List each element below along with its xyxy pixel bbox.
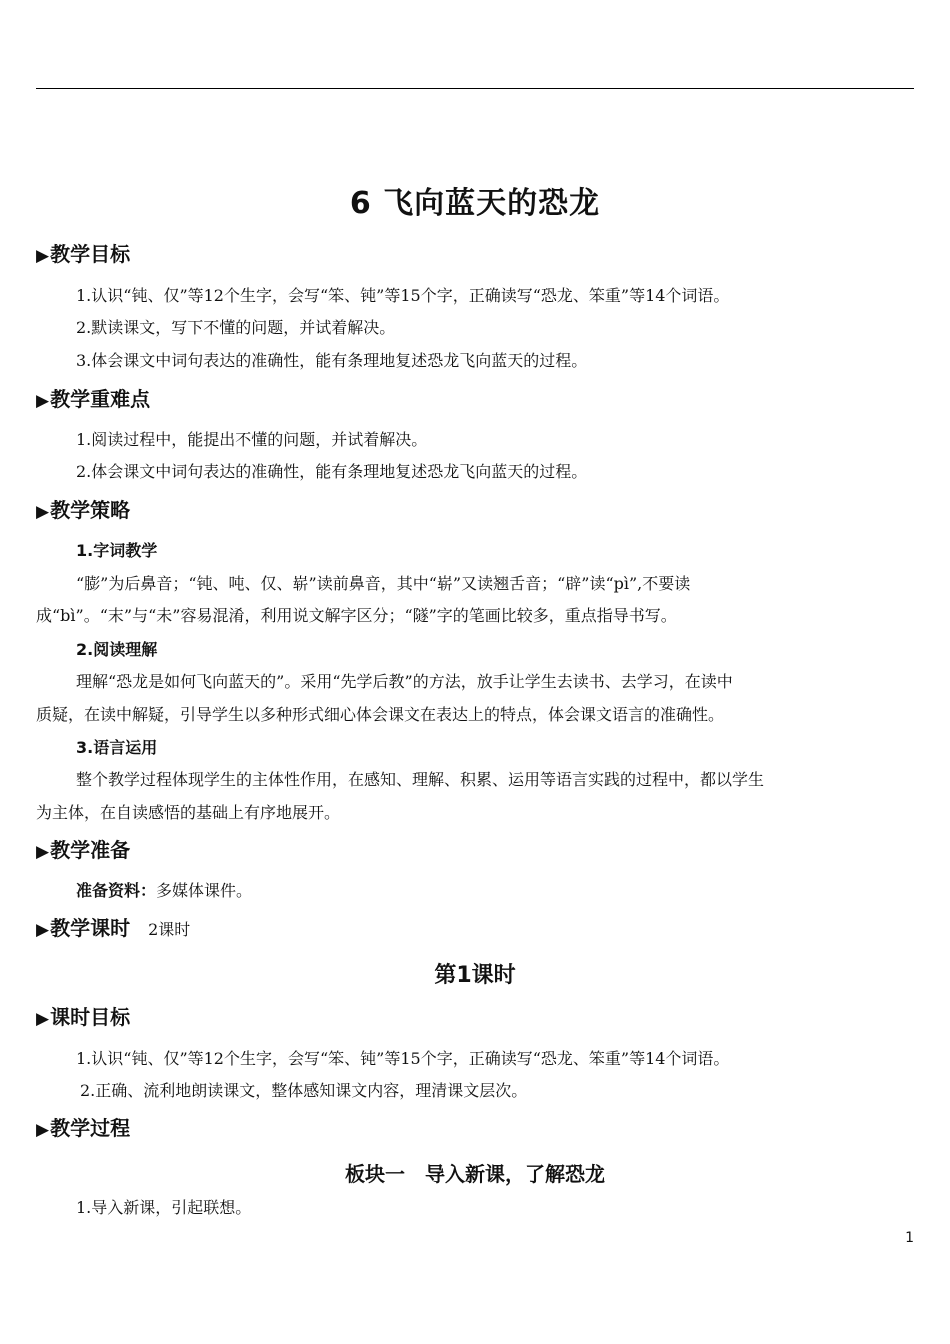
page-number: 1 [905, 1230, 914, 1246]
strategy-subheading: 2.阅读理解 [76, 640, 158, 659]
block-title: 板块一 导入新课，了解恐龙 [345, 1162, 605, 1186]
triangle-marker-icon: ▶ [36, 391, 50, 411]
triangle-marker-icon: ▶ [36, 1009, 50, 1029]
triangle-marker-icon: ▶ [36, 1120, 50, 1140]
preparation-value: 多媒体课件。 [156, 881, 253, 900]
strategy-paragraph-line: 质疑，在读中解疑，引导学生以多种形式细心体会课文在表达上的特点，体会课文语言的准确性。 [36, 705, 725, 724]
process-item: 1.导入新课，引起联想。 [76, 1198, 252, 1217]
strategy-paragraph-line: 理解“恐龙是如何飞向蓝天的”。采用“先学后教”的方法，放手让学生去读书、去学习，在读中 [76, 672, 733, 691]
strategy-subheading: 1.字词教学 [76, 541, 158, 560]
section-heading-lesson-goals: ▶课时目标 [36, 1005, 131, 1029]
triangle-marker-icon: ▶ [36, 920, 50, 940]
section-heading-hours: ▶教学课时 2课时 [36, 916, 191, 940]
strategy-paragraph-line: “膨”为后鼻音；“钝、吨、仅、崭”读前鼻音，其中“崭”又读翘舌音；“辟”读“pì”,不要读 [76, 574, 691, 593]
section-heading-process: ▶教学过程 [36, 1116, 131, 1140]
section-heading-preparation: ▶教学准备 [36, 838, 131, 862]
page-title: 6 飞向蓝天的恐龙 [349, 186, 601, 221]
key-point-item: 1.阅读过程中，能提出不懂的问题，并试着解决。 [76, 430, 428, 449]
strategy-paragraph-line: 整个教学过程体现学生的主体性作用，在感知、理解、积累、运用等语言实践的过程中，都以学生 [76, 770, 765, 789]
header-rule [36, 88, 914, 89]
lesson-goal-item: 2.正确、流利地朗读课文，整体感知课文内容，理清课文层次。 [80, 1081, 528, 1100]
triangle-marker-icon: ▶ [36, 246, 50, 266]
key-point-item: 2.体会课文中词句表达的准确性，能有条理地复述恐龙飞向蓝天的过程。 [76, 462, 588, 481]
preparation-line [76, 879, 252, 903]
lesson-goal-item: 1.认识“钝、仅”等12个生字，会写“笨、钝”等15个字，正确读写“恐龙、笨重”等14个词语。 [76, 1049, 730, 1068]
preparation-label: 准备资料： [76, 881, 157, 900]
triangle-marker-icon: ▶ [36, 502, 50, 522]
section-heading-key-points: ▶教学重难点 [36, 387, 151, 411]
section-heading-strategy: ▶教学策略 [36, 498, 131, 522]
goal-item: 3.体会课文中词句表达的准确性，能有条理地复述恐龙飞向蓝天的过程。 [76, 351, 588, 370]
goal-item: 1.认识“钝、仅”等12个生字，会写“笨、钝”等15个字，正确读写“恐龙、笨重”等14个词语。 [76, 286, 730, 305]
goal-item: 2.默读课文，写下不懂的问题，并试着解决。 [76, 318, 396, 337]
hours-value: 2课时 [148, 920, 191, 939]
strategy-paragraph-line: 成“bì”。“末”与“未”容易混淆，利用说文解字区分；“隧”字的笔画比较多，重点指导书写。 [36, 606, 677, 625]
section-heading-goals: ▶教学目标 [36, 242, 131, 266]
strategy-subheading: 3.语言运用 [76, 738, 158, 757]
triangle-marker-icon: ▶ [36, 842, 50, 862]
strategy-paragraph-line: 为主体，在自读感悟的基础上有序地展开。 [36, 803, 341, 822]
lesson-title: 第1课时 [434, 963, 516, 988]
